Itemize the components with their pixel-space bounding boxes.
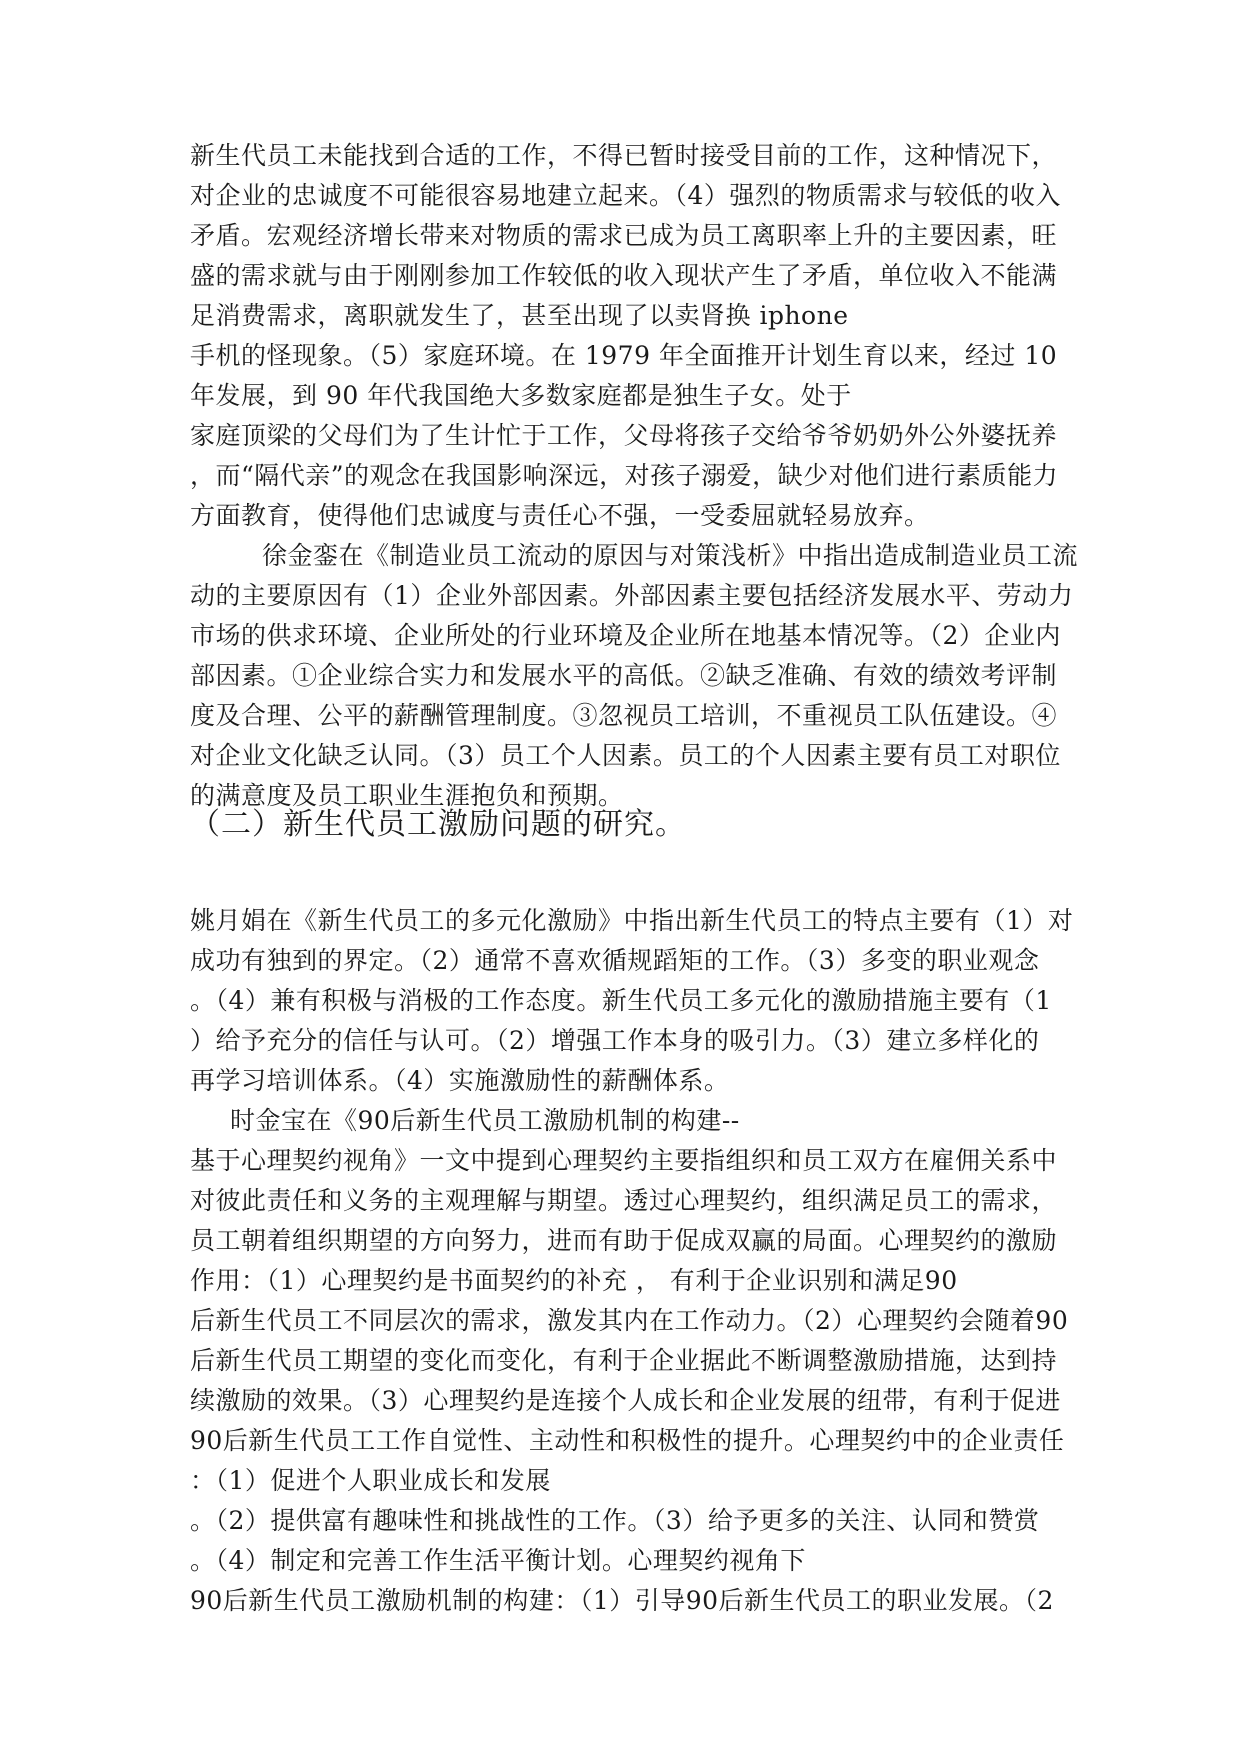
text-line: 市场的供求环境、企业所处的行业环境及企业所在地基本情况等。（2）企业内 (190, 621, 1061, 650)
text-line: 部因素。①企业综合实力和发展水平的高低。②缺乏准确、有效的绩效考评制 (190, 661, 1058, 690)
text-line: 员工朝着组织期望的方向努力，进而有助于促成双赢的局面。心理契约的激励 (190, 1226, 1058, 1255)
text-line: 90后新生代员工激励机制的构建：（1）引导90后新生代员工的职业发展。（2 (190, 1586, 1054, 1615)
text-line: 再学习培训体系。（4）实施激励性的薪酬体系。 (190, 1066, 730, 1095)
text-line: 姚月娟在《新生代员工的多元化激励》中指出新生代员工的特点主要有（1）对 (190, 906, 1074, 935)
text-line: 足消费需求，离职就发生了，甚至出现了以卖肾换 iphone (190, 301, 849, 330)
text-line: 年发展，到 90 年代我国绝大多数家庭都是独生子女。处于 (190, 381, 852, 410)
text-line: 矛盾。宏观经济增长带来对物质的需求已成为员工离职率上升的主要因素，旺 (190, 221, 1058, 250)
text-line: 对企业的忠诚度不可能很容易地建立起来。（4）强烈的物质需求与较低的收入 (190, 181, 1061, 210)
text-line: 续激励的效果。（3）心理契约是连接个人成长和企业发展的纽带，有利于促进 (190, 1386, 1061, 1415)
paragraph-start-line: 时金宝在《90后新生代员工激励机制的构建-- (230, 1106, 740, 1135)
text-line: 基于心理契约视角》一文中提到心理契约主要指组织和员工双方在雇佣关系中 (190, 1146, 1058, 1175)
text-line: 后新生代员工期望的变化而变化，有利于企业据此不断调整激励措施，达到持 (190, 1346, 1058, 1375)
text-line: 手机的怪现象。（5）家庭环境。在 1979 年全面推开计划生育以来，经过 10 (190, 341, 1058, 370)
text-line: 动的主要原因有（1）企业外部因素。外部因素主要包括经济发展水平、劳动力 (190, 581, 1074, 610)
section-heading: （二）新生代员工激励问题的研究。 (190, 807, 686, 842)
text-line: 对企业文化缺乏认同。（3）员工个人因素。员工的个人因素主要有员工对职位 (190, 741, 1061, 770)
text-line: ）给予充分的信任与认可。（2）增强工作本身的吸引力。（3）建立多样化的 (190, 1026, 1040, 1055)
text-line: ，而“隔代亲”的观念在我国影响深远，对孩子溺爱，缺少对他们进行素质能力 (190, 461, 1059, 490)
text-line: 方面教育，使得他们忠诚度与责任心不强，一受委屈就轻易放弃。 (190, 501, 930, 530)
text-line: 。（4）兼有积极与消极的工作态度。新生代员工多元化的激励措施主要有（1 (190, 986, 1052, 1015)
text-line: 的满意度及员工职业生涯抱负和预期。 (190, 781, 624, 810)
text-line: 家庭顶梁的父母们为了生计忙于工作，父母将孩子交给爷爷奶奶外公外婆抚养 (190, 421, 1058, 450)
text-line: 作用：（1）心理契约是书面契约的补充 ， 有利于企业识别和满足90 (190, 1266, 958, 1295)
text-line: 成功有独到的界定。（2）通常不喜欢循规蹈矩的工作。（3）多变的职业观念 (190, 946, 1040, 975)
text-line: 后新生代员工不同层次的需求，激发其内在工作动力。（2）心理契约会随着90 (190, 1306, 1069, 1335)
text-line: 。（2）提供富有趣味性和挑战性的工作。（3）给予更多的关注、认同和赞赏 (190, 1506, 1040, 1535)
text-line: 90后新生代员工工作自觉性、主动性和积极性的提升。心理契约中的企业责任 (190, 1426, 1065, 1455)
text-line: 。（4）制定和完善工作生活平衡计划。心理契约视角下 (190, 1546, 806, 1575)
text-line: 对彼此责任和义务的主观理解与期望。透过心理契约，组织满足员工的需求， (190, 1186, 1058, 1215)
text-line: 度及合理、公平的薪酬管理制度。③忽视员工培训，不重视员工队伍建设。④ (190, 701, 1058, 730)
text-line: 新生代员工未能找到合适的工作，不得已暂时接受目前的工作，这种情况下， (190, 141, 1058, 170)
text-line: 盛的需求就与由于刚刚参加工作较低的收入现状产生了矛盾，单位收入不能满 (190, 261, 1058, 290)
text-line: ：（1）促进个人职业成长和发展 (190, 1466, 551, 1495)
paragraph-start-line: 徐金銮在《制造业员工流动的原因与对策浅析》中指出造成制造业员工流 (262, 541, 1079, 570)
